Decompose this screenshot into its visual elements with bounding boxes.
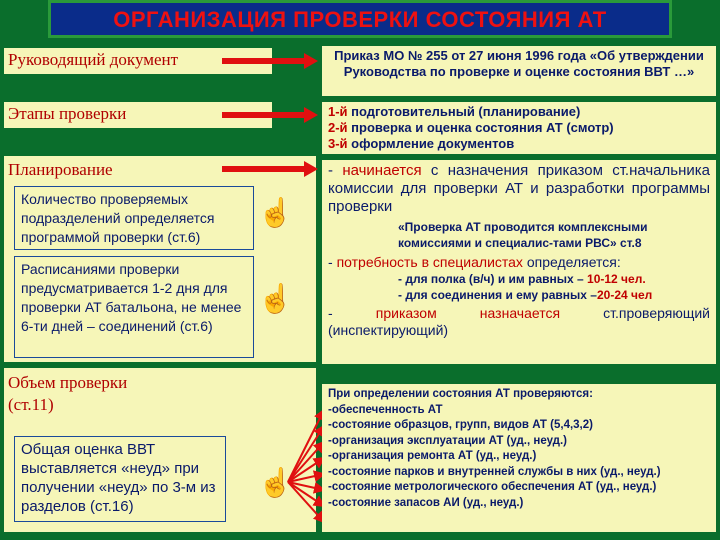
list-item: -организация ремонта АТ (уд., неуд.) <box>328 450 537 462</box>
stage-3: 3-й оформление документов <box>328 136 515 151</box>
pointing-hand-icon: ☝ <box>258 283 293 314</box>
check-stages-label: Этапы проверки <box>4 102 272 128</box>
right-arrow-icon <box>304 161 318 177</box>
planning-label: Планирование <box>8 160 113 179</box>
specialists-need-text: - потребность в специалистах определяется: <box>328 254 621 270</box>
overall-assessment-box: Общая оценка ВВТ выставляется «неуд» при получении «неуд» по 3-м из разделов (ст.16) <box>14 436 226 522</box>
pointing-hand-icon: ☝ <box>258 467 293 498</box>
right-arrow-icon <box>222 112 306 118</box>
right-arrow-icon <box>304 53 318 69</box>
unit-count-box: Количество проверяемых подразделений определяется программой проверки (ст.6) <box>14 186 254 250</box>
list-item: -состояние метрологического обеспечения АТ (уд., неуд.) <box>328 481 657 493</box>
planning-start-text: - начинается с назначения приказом ст.начальника комиссии для проверки АТ и разработки программы проверки <box>328 162 710 215</box>
pointing-hand-icon: ☝ <box>258 197 293 228</box>
schedule-box: Расписаниями проверки предусматривается 1-2 дня для проверки АТ батальона, не менее 6-ти дней – соединений (ст.6) <box>14 256 254 358</box>
formation-specialists: - для соединения и ему равных –20-24 чел <box>398 288 653 302</box>
page-title: ОРГАНИЗАЦИЯ ПРОВЕРКИ СОСТОЯНИЯ АТ <box>48 0 672 38</box>
right-arrow-icon <box>222 166 306 172</box>
stage-2: 2-й проверка и оценка состояния АТ (смотр) <box>328 120 614 135</box>
volume-label: Объем проверки (ст.11) <box>8 373 128 414</box>
list-item: -состояние запасов АИ (уд., неуд.) <box>328 496 524 509</box>
stage-1: 1-й подготовительный (планирование) <box>328 104 581 119</box>
right-arrow-icon <box>222 58 306 64</box>
checked-items-box <box>322 384 716 532</box>
list-item: -состояние образцов, групп, видов АТ (5,4,3,2) <box>328 419 593 431</box>
list-item: -организация эксплуатации АТ (уд., неуд.) <box>328 434 568 447</box>
right-arrow-icon <box>304 107 318 123</box>
guiding-document-label: Руководящий документ <box>4 48 272 74</box>
stages-box <box>322 102 716 154</box>
order-box: Приказ МО № 255 от 27 июня 1996 года «Об утверждении Руководства по проверке и оценке состояния ВВТ …» <box>322 46 716 96</box>
list-item: -состояние парков и внутренней службы в них (уд., неуд.) <box>328 465 661 478</box>
planning-details-box <box>322 160 716 364</box>
regiment-specialists: - для полка (в/ч) и им равных – 10-12 чел. <box>398 272 646 286</box>
inspector-appointment-text: - приказом назначается ст.проверяющий (инспектирующий) <box>328 305 710 338</box>
checked-items-header: При определении состояния АТ проверяются: <box>328 388 593 400</box>
list-item: -обеспеченность АТ <box>328 403 443 416</box>
commission-quote: «Проверка АТ проводится комплексными комиссиями и специалис-тами РВС» ст.8 <box>398 220 648 250</box>
